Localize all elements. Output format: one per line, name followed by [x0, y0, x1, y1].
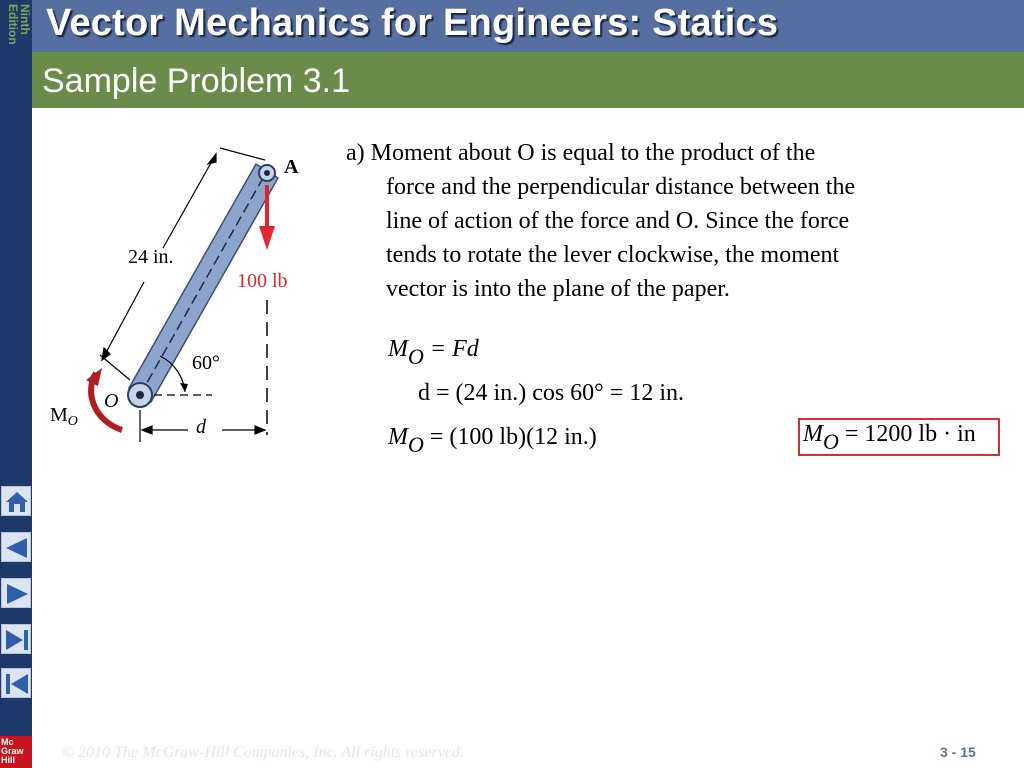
- home-icon: [2, 487, 32, 517]
- logo-line: Graw: [1, 746, 24, 756]
- logo-line: Hill: [1, 755, 16, 765]
- equation-moment-definition: [388, 336, 479, 369]
- eq-subscript: O: [823, 429, 839, 454]
- copyright-notice: © 2010 The McGraw-Hill Companies, Inc. All rights reserved.: [62, 744, 464, 761]
- mcgraw-hill-logo: [0, 736, 32, 768]
- explanation-line: a) Moment about O is equal to the product of the: [346, 140, 816, 166]
- point-o-label: O: [104, 390, 119, 412]
- logo-line: Mc: [1, 737, 14, 747]
- edition-text: Ninth Edition: [6, 4, 32, 45]
- eq-symbol: M: [803, 421, 823, 447]
- edition-label: [1, 4, 31, 64]
- moment-symbol: M: [50, 404, 68, 426]
- eq-symbol: M: [388, 336, 408, 362]
- previous-slide-button[interactable]: [1, 532, 31, 562]
- sidebar: [0, 0, 32, 768]
- equation-result: [803, 421, 976, 454]
- point-a-label: A: [284, 156, 299, 178]
- explanation-text: [346, 136, 986, 306]
- last-slide-icon: [2, 625, 32, 655]
- eq-rhs: = 1200 lb · in: [844, 421, 976, 447]
- distance-label: d: [196, 416, 206, 438]
- title-bar: [32, 0, 1024, 52]
- page-number: 3 - 15: [940, 744, 976, 760]
- next-slide-button[interactable]: [1, 578, 31, 608]
- first-slide-button[interactable]: [1, 668, 31, 698]
- length-label: 24 in.: [128, 246, 174, 268]
- eq-subscript: O: [408, 344, 424, 369]
- previous-slide-icon: [2, 533, 32, 563]
- equation-distance: d = (24 in.) cos 60° = 12 in.: [418, 380, 684, 406]
- eq-symbol: M: [388, 424, 408, 450]
- moment-subscript: O: [67, 414, 78, 429]
- eq-rhs: = (100 lb)(12 in.): [429, 424, 597, 450]
- eq-rhs: = Fd: [429, 336, 479, 362]
- explanation-line: tends to rotate the lever clockwise, the moment: [386, 242, 840, 268]
- last-slide-button[interactable]: [1, 624, 31, 654]
- lever-figure: [40, 130, 320, 450]
- first-slide-icon: [2, 669, 32, 699]
- eq-subscript: O: [408, 432, 424, 457]
- explanation-line: force and the perpendicular distance between the: [386, 174, 856, 200]
- subtitle-bar: [32, 52, 1024, 108]
- explanation-line: line of action of the force and O. Since the force: [386, 208, 850, 234]
- explanation-line: vector is into the plane of the paper.: [386, 276, 730, 302]
- slide-title: Vector Mechanics for Engineers: Statics: [46, 2, 779, 44]
- slide-subtitle: Sample Problem 3.1: [42, 62, 351, 100]
- angle-label: 60°: [192, 352, 220, 374]
- home-button[interactable]: [1, 486, 31, 516]
- moment-label: [50, 404, 78, 427]
- next-slide-icon: [2, 579, 32, 609]
- equation-moment-value: [388, 424, 597, 457]
- force-label: 100 lb: [237, 270, 288, 292]
